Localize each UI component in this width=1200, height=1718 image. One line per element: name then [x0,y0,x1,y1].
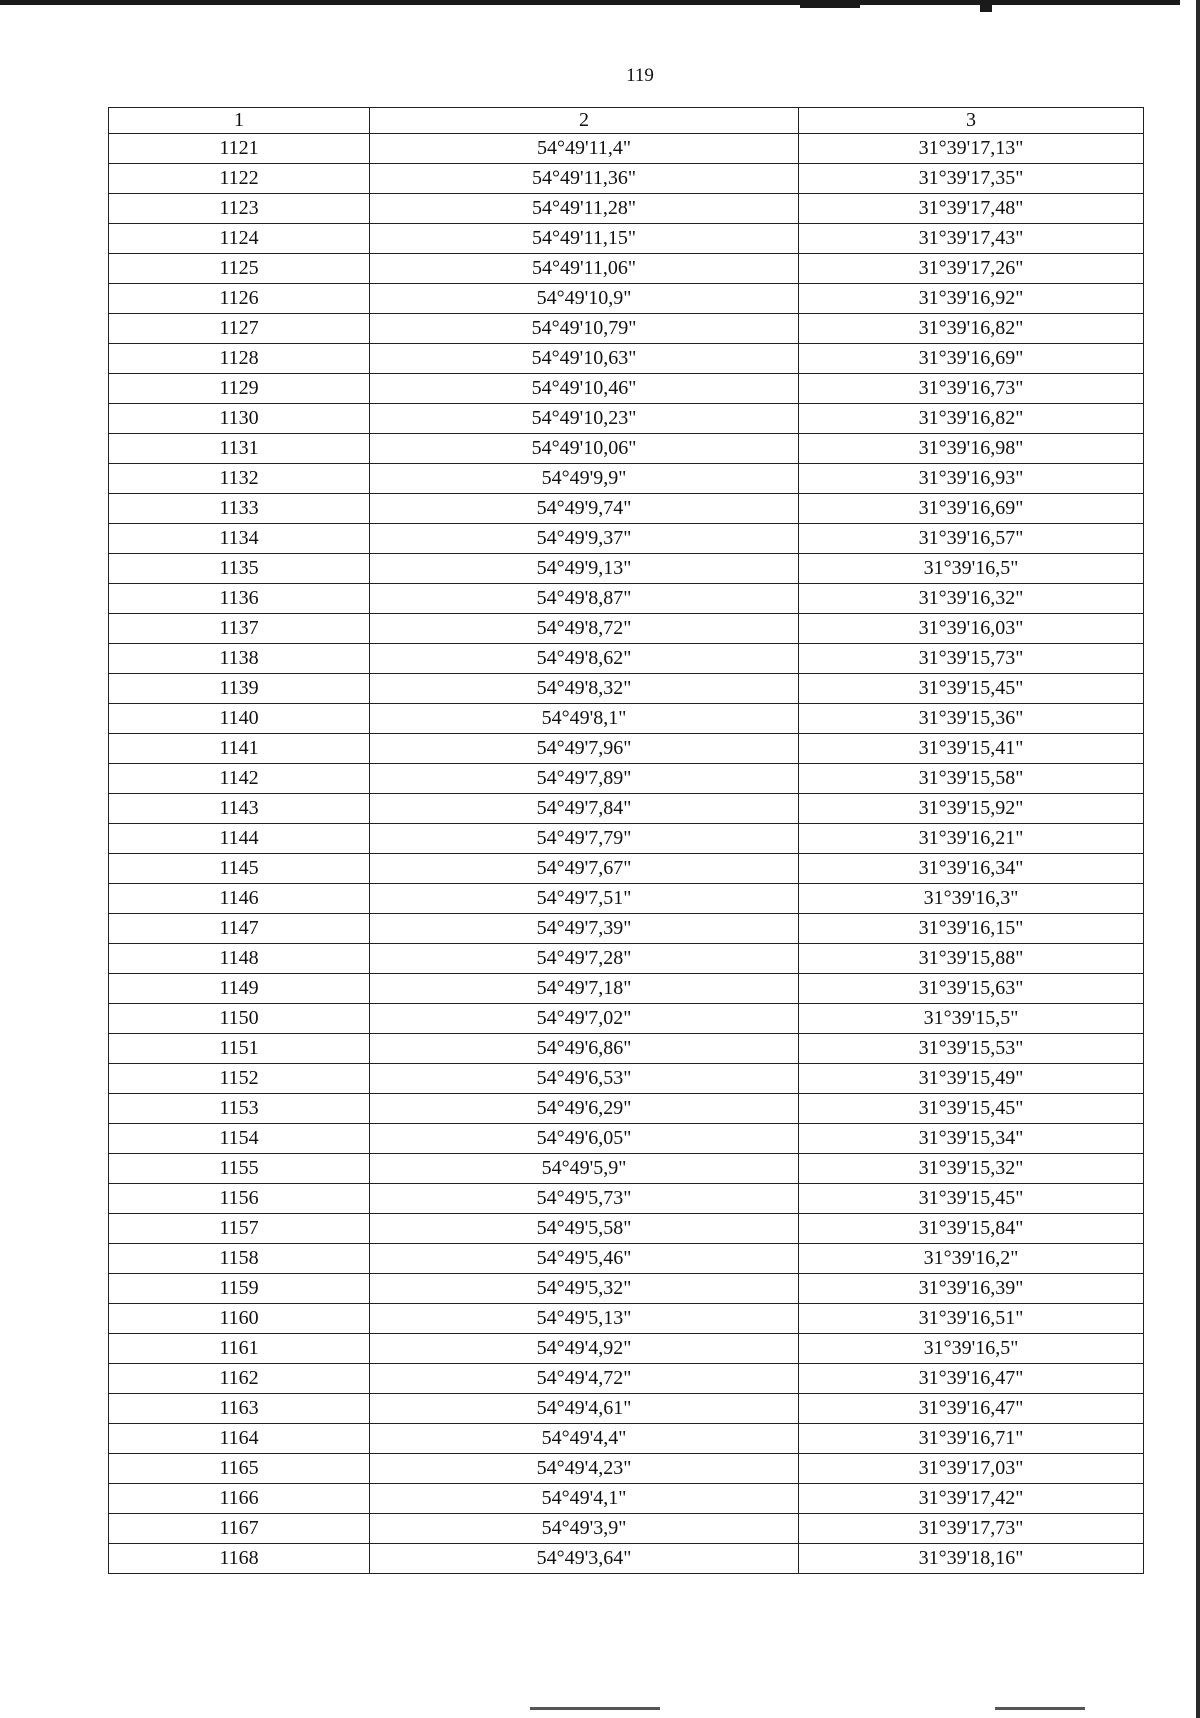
longitude-cell: 31°39'16,5" [799,554,1144,584]
point-number-cell: 1153 [109,1094,370,1124]
table-row [109,1484,1144,1514]
point-number-cell: 1154 [109,1124,370,1154]
longitude-cell: 31°39'16,34" [799,854,1144,884]
table-row [109,884,1144,914]
point-number-cell: 1142 [109,764,370,794]
latitude-cell: 54°49'7,39" [370,914,799,944]
point-number-cell: 1128 [109,344,370,374]
table-row [109,1094,1144,1124]
table-row [109,1244,1144,1274]
longitude-cell: 31°39'16,51" [799,1304,1144,1334]
longitude-cell: 31°39'16,69" [799,494,1144,524]
point-number-cell: 1150 [109,1004,370,1034]
longitude-cell: 31°39'17,73" [799,1514,1144,1544]
latitude-cell: 54°49'10,46" [370,374,799,404]
column-header: 2 [370,108,799,134]
latitude-cell: 54°49'6,05" [370,1124,799,1154]
latitude-cell: 54°49'10,9" [370,284,799,314]
latitude-cell: 54°49'3,9" [370,1514,799,1544]
table-row [109,1424,1144,1454]
table-row [109,434,1144,464]
table-row [109,494,1144,524]
longitude-cell: 31°39'15,41" [799,734,1144,764]
scan-mark [980,0,992,12]
longitude-cell: 31°39'15,73" [799,644,1144,674]
latitude-cell: 54°49'7,84" [370,794,799,824]
point-number-cell: 1161 [109,1334,370,1364]
table-row [109,344,1144,374]
table-row [109,1304,1144,1334]
table-row [109,404,1144,434]
longitude-cell: 31°39'15,88" [799,944,1144,974]
table-row [109,224,1144,254]
table-row [109,1184,1144,1214]
table-row [109,284,1144,314]
point-number-cell: 1143 [109,794,370,824]
latitude-cell: 54°49'10,06" [370,434,799,464]
point-number-cell: 1149 [109,974,370,1004]
latitude-cell: 54°49'5,13" [370,1304,799,1334]
longitude-cell: 31°39'15,92" [799,794,1144,824]
table-header-row [109,108,1144,134]
scan-right-edge [1196,0,1200,1718]
table-row [109,944,1144,974]
table-row [109,584,1144,614]
table-row [109,764,1144,794]
table-row [109,644,1144,674]
latitude-cell: 54°49'9,9" [370,464,799,494]
latitude-cell: 54°49'7,89" [370,764,799,794]
latitude-cell: 54°49'5,73" [370,1184,799,1214]
point-number-cell: 1130 [109,404,370,434]
table-row [109,1364,1144,1394]
table-row [109,1394,1144,1424]
point-number-cell: 1140 [109,704,370,734]
latitude-cell: 54°49'5,46" [370,1244,799,1274]
longitude-cell: 31°39'15,5" [799,1004,1144,1034]
point-number-cell: 1122 [109,164,370,194]
longitude-cell: 31°39'15,45" [799,1094,1144,1124]
column-header: 1 [109,108,370,134]
longitude-cell: 31°39'17,42" [799,1484,1144,1514]
longitude-cell: 31°39'17,43" [799,224,1144,254]
point-number-cell: 1126 [109,284,370,314]
point-number-cell: 1146 [109,884,370,914]
longitude-cell: 31°39'16,3" [799,884,1144,914]
latitude-cell: 54°49'9,37" [370,524,799,554]
table-row [109,254,1144,284]
longitude-cell: 31°39'16,47" [799,1394,1144,1424]
longitude-cell: 31°39'17,35" [799,164,1144,194]
table-row [109,734,1144,764]
longitude-cell: 31°39'16,5" [799,1334,1144,1364]
table-row [109,1274,1144,1304]
point-number-cell: 1157 [109,1214,370,1244]
longitude-cell: 31°39'16,2" [799,1244,1144,1274]
longitude-cell: 31°39'15,45" [799,674,1144,704]
point-number-cell: 1148 [109,944,370,974]
latitude-cell: 54°49'8,72" [370,614,799,644]
scan-bottom-mark [995,1707,1085,1710]
table-row [109,674,1144,704]
point-number-cell: 1164 [109,1424,370,1454]
point-number-cell: 1158 [109,1244,370,1274]
point-number-cell: 1124 [109,224,370,254]
point-number-cell: 1138 [109,644,370,674]
table-row [109,164,1144,194]
scan-top-border [0,0,1180,5]
latitude-cell: 54°49'7,18" [370,974,799,1004]
column-header: 3 [799,108,1144,134]
table-row [109,704,1144,734]
table-row [109,1334,1144,1364]
latitude-cell: 54°49'4,4" [370,1424,799,1454]
latitude-cell: 54°49'7,28" [370,944,799,974]
latitude-cell: 54°49'4,23" [370,1454,799,1484]
point-number-cell: 1167 [109,1514,370,1544]
latitude-cell: 54°49'7,51" [370,884,799,914]
point-number-cell: 1155 [109,1154,370,1184]
point-number-cell: 1136 [109,584,370,614]
longitude-cell: 31°39'17,48" [799,194,1144,224]
longitude-cell: 31°39'16,93" [799,464,1144,494]
table-row [109,824,1144,854]
table-row [109,524,1144,554]
latitude-cell: 54°49'8,32" [370,674,799,704]
latitude-cell: 54°49'7,02" [370,1004,799,1034]
latitude-cell: 54°49'3,64" [370,1544,799,1574]
point-number-cell: 1145 [109,854,370,884]
point-number-cell: 1162 [109,1364,370,1394]
latitude-cell: 54°49'9,74" [370,494,799,524]
latitude-cell: 54°49'4,61" [370,1394,799,1424]
latitude-cell: 54°49'10,63" [370,344,799,374]
point-number-cell: 1141 [109,734,370,764]
latitude-cell: 54°49'6,53" [370,1064,799,1094]
point-number-cell: 1137 [109,614,370,644]
latitude-cell: 54°49'7,67" [370,854,799,884]
longitude-cell: 31°39'16,15" [799,914,1144,944]
point-number-cell: 1129 [109,374,370,404]
table-row [109,374,1144,404]
point-number-cell: 1125 [109,254,370,284]
longitude-cell: 31°39'17,26" [799,254,1144,284]
longitude-cell: 31°39'16,47" [799,1364,1144,1394]
table-row [109,1124,1144,1154]
longitude-cell: 31°39'16,92" [799,284,1144,314]
longitude-cell: 31°39'16,82" [799,314,1144,344]
longitude-cell: 31°39'16,73" [799,374,1144,404]
table-row [109,1064,1144,1094]
table-row [109,554,1144,584]
longitude-cell: 31°39'15,58" [799,764,1144,794]
table-row [109,1004,1144,1034]
page-number: 119 [626,65,654,86]
point-number-cell: 1147 [109,914,370,944]
table-body [109,134,1144,1574]
point-number-cell: 1131 [109,434,370,464]
point-number-cell: 1133 [109,494,370,524]
point-number-cell: 1152 [109,1064,370,1094]
point-number-cell: 1135 [109,554,370,584]
longitude-cell: 31°39'16,39" [799,1274,1144,1304]
longitude-cell: 31°39'16,98" [799,434,1144,464]
longitude-cell: 31°39'15,53" [799,1034,1144,1064]
latitude-cell: 54°49'5,32" [370,1274,799,1304]
latitude-cell: 54°49'11,4" [370,134,799,164]
longitude-cell: 31°39'18,16" [799,1544,1144,1574]
table-row [109,1034,1144,1064]
latitude-cell: 54°49'4,72" [370,1364,799,1394]
latitude-cell: 54°49'9,13" [370,554,799,584]
longitude-cell: 31°39'17,03" [799,1454,1144,1484]
latitude-cell: 54°49'4,92" [370,1334,799,1364]
point-number-cell: 1127 [109,314,370,344]
table-row [109,314,1144,344]
longitude-cell: 31°39'16,71" [799,1424,1144,1454]
latitude-cell: 54°49'8,62" [370,644,799,674]
point-number-cell: 1121 [109,134,370,164]
point-number-cell: 1160 [109,1304,370,1334]
longitude-cell: 31°39'15,34" [799,1124,1144,1154]
table-row [109,134,1144,164]
latitude-cell: 54°49'8,1" [370,704,799,734]
table-row [109,1154,1144,1184]
table-row [109,1214,1144,1244]
longitude-cell: 31°39'16,32" [799,584,1144,614]
point-number-cell: 1156 [109,1184,370,1214]
longitude-cell: 31°39'16,21" [799,824,1144,854]
longitude-cell: 31°39'16,03" [799,614,1144,644]
scan-mark [800,0,860,8]
point-number-cell: 1165 [109,1454,370,1484]
point-number-cell: 1168 [109,1544,370,1574]
longitude-cell: 31°39'15,32" [799,1154,1144,1184]
latitude-cell: 54°49'8,87" [370,584,799,614]
coordinates-table [108,107,1144,1574]
latitude-cell: 54°49'11,28" [370,194,799,224]
table-row [109,1454,1144,1484]
longitude-cell: 31°39'15,45" [799,1184,1144,1214]
table-row [109,1544,1144,1574]
table-row [109,914,1144,944]
latitude-cell: 54°49'11,15" [370,224,799,254]
latitude-cell: 54°49'4,1" [370,1484,799,1514]
latitude-cell: 54°49'10,79" [370,314,799,344]
point-number-cell: 1144 [109,824,370,854]
table-row [109,464,1144,494]
longitude-cell: 31°39'15,49" [799,1064,1144,1094]
point-number-cell: 1159 [109,1274,370,1304]
table-row [109,854,1144,884]
latitude-cell: 54°49'11,36" [370,164,799,194]
point-number-cell: 1151 [109,1034,370,1064]
longitude-cell: 31°39'15,36" [799,704,1144,734]
table-row [109,614,1144,644]
longitude-cell: 31°39'17,13" [799,134,1144,164]
point-number-cell: 1132 [109,464,370,494]
table-row [109,794,1144,824]
longitude-cell: 31°39'15,63" [799,974,1144,1004]
scan-bottom-mark [530,1707,660,1710]
latitude-cell: 54°49'6,86" [370,1034,799,1064]
table-row [109,974,1144,1004]
point-number-cell: 1123 [109,194,370,224]
latitude-cell: 54°49'5,9" [370,1154,799,1184]
latitude-cell: 54°49'11,06" [370,254,799,284]
point-number-cell: 1163 [109,1394,370,1424]
latitude-cell: 54°49'7,96" [370,734,799,764]
table-row [109,194,1144,224]
point-number-cell: 1134 [109,524,370,554]
table-row [109,1514,1144,1544]
point-number-cell: 1166 [109,1484,370,1514]
point-number-cell: 1139 [109,674,370,704]
longitude-cell: 31°39'16,57" [799,524,1144,554]
longitude-cell: 31°39'16,69" [799,344,1144,374]
latitude-cell: 54°49'7,79" [370,824,799,854]
latitude-cell: 54°49'10,23" [370,404,799,434]
longitude-cell: 31°39'16,82" [799,404,1144,434]
longitude-cell: 31°39'15,84" [799,1214,1144,1244]
latitude-cell: 54°49'6,29" [370,1094,799,1124]
latitude-cell: 54°49'5,58" [370,1214,799,1244]
